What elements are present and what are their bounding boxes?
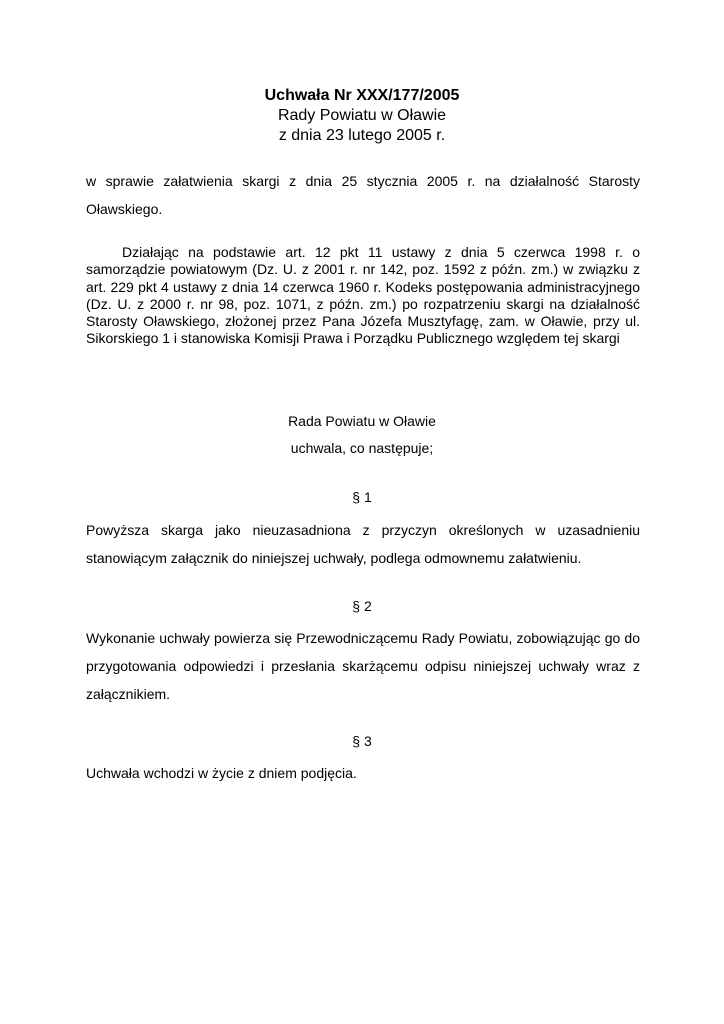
- section-2-number: § 2: [352, 598, 372, 614]
- section-2-text: Wykonanie uchwały powierza się Przewodniczącemu Rady Powiatu, zobowiązując go do przygotowania odpowiedzi i przesłania skarżącemu odpisu niniejszej uchwały wraz z załącznikiem.: [86, 630, 640, 702]
- section-1-text: Powyższa skarga jako nieuzasadniona z przyczyn określonych w uzasadnieniu stanowiącym załącznik do niniejszej uchwały, podlega odmownemu załatwieniu.: [86, 522, 640, 566]
- section-1-number: § 1: [352, 489, 372, 505]
- resolving-body: Rada Powiatu w Oławie: [288, 413, 436, 429]
- section-3-number: § 3: [352, 733, 372, 749]
- resolution-header: [0, 86, 724, 146]
- resolution-issuer: Rady Powiatu w Oławie: [277, 107, 447, 124]
- resolving-phrase: uchwala, co następuje;: [290, 440, 434, 456]
- resolution-date: z dnia 23 lutego 2005 r.: [278, 127, 446, 144]
- section-3-text: Uchwała wchodzi w życie z dniem podjęcia.: [86, 765, 357, 781]
- resolution-preamble: Działając na podstawie art. 12 pkt 11 ustawy z dnia 5 czerwca 1998 r. o samorządzie powiatowym (Dz. U. z 2001 r. nr 142, poz. 1592 z późn. zm.) w związku z art. 229 pkt 4 ustawy z dnia 14 czerwca 1960 r. Kodeks postępowania administracyjnego (Dz. U. z 2000 r. nr 98, poz. 1071, z późn. zm.) po rozpatrzeniu skargi na działalność Starosty Oławskiego, złożonej przez Pana Józefa Musztyfagę, zam. w Oławie, przy ul. Sikorskiego 1 i stanowiska Komisji Prawa i Porządku Publicznego względem tej skargi: [86, 244, 640, 347]
- resolution-subject: w sprawie załatwienia skargi z dnia 25 stycznia 2005 r. na działalność Starosty Oławskiego.: [86, 173, 640, 217]
- resolution-title: Uchwała Nr XXX/177/2005: [264, 87, 460, 104]
